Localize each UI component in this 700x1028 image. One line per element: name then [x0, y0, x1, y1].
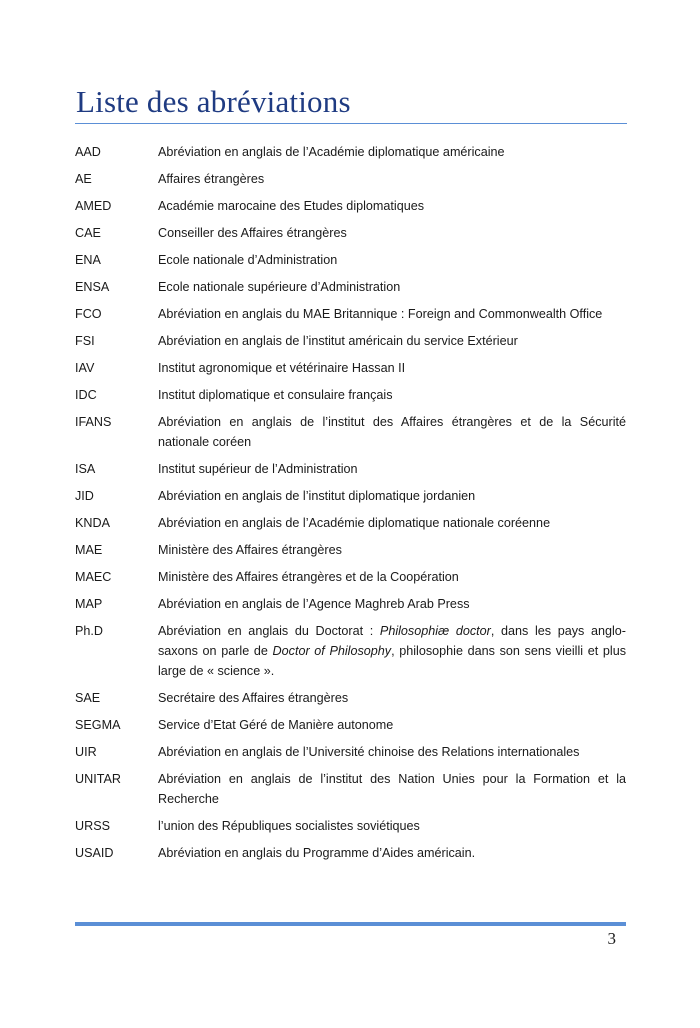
- abbreviation-definition: Institut diplomatique et consulaire français: [158, 388, 393, 402]
- abbreviation-code: MAE: [75, 543, 103, 557]
- abbreviation-definition: Abréviation en anglais de l’Agence Maghreb Arab Press: [158, 597, 470, 611]
- abbreviation-code: Ph.D: [75, 624, 103, 638]
- abbreviation-definition: Institut agronomique et vétérinaire Hassan II: [158, 361, 406, 375]
- abbreviation-definition: Institut supérieur de l’Administration: [158, 462, 358, 476]
- abbreviation-code: AE: [75, 172, 92, 186]
- abbreviation-definition: Abréviation en anglais de l’Académie diplomatique américaine: [158, 145, 505, 159]
- abbreviation-row-ensa: [75, 277, 626, 297]
- abbreviation-row-mae: [75, 540, 626, 560]
- abbreviation-definition: Affaires étrangères: [158, 172, 265, 186]
- abbreviation-code: SEGMA: [75, 718, 121, 732]
- abbreviation-definition: Ecole nationale d’Administration: [158, 253, 338, 267]
- abbreviation-row-usaid: [75, 843, 626, 863]
- abbreviation-definition: Abréviation en anglais du Programme d’Aides américain.: [158, 846, 476, 860]
- definition-italic-term: Doctor of Philosophy: [272, 644, 392, 658]
- abbreviation-definition: [158, 621, 626, 681]
- abbreviation-code: IFANS: [75, 415, 112, 429]
- abbreviation-row-maec: [75, 567, 626, 587]
- page-title: Liste des abréviations: [76, 84, 351, 119]
- abbreviation-definition: Service d’Etat Géré de Manière autonome: [158, 718, 394, 732]
- abbreviation-definition: Abréviation en anglais de l’institut diplomatique jordanien: [158, 489, 476, 503]
- abbreviation-row-jid: [75, 486, 626, 506]
- footer-rule: [75, 922, 626, 926]
- abbreviation-code: KNDA: [75, 516, 110, 530]
- abbreviation-row-map: [75, 594, 626, 614]
- definition-text: Abréviation en anglais du Doctorat :: [158, 624, 380, 638]
- abbreviation-code: UNITAR: [75, 772, 121, 786]
- abbreviation-code: JID: [75, 489, 94, 503]
- abbreviation-row-fco: [75, 304, 626, 324]
- abbreviation-definition: Abréviation en anglais de l’Académie diplomatique nationale coréenne: [158, 516, 551, 530]
- definition-text: , dans les pays anglo-saxons on parle de: [158, 624, 626, 658]
- abbreviation-row-sae: [75, 688, 626, 708]
- abbreviation-definition: Abréviation en anglais de l’institut des Nation Unies pour la Formation et la Recherche: [158, 772, 626, 806]
- abbreviation-definition: Ministère des Affaires étrangères et de la Coopération: [158, 570, 459, 584]
- definition-italic-term: Philosophiæ doctor: [379, 624, 491, 638]
- abbreviation-row-phd: [75, 621, 626, 681]
- abbreviation-code: ISA: [75, 462, 96, 476]
- abbreviation-definition: Académie marocaine des Etudes diplomatiques: [158, 199, 425, 213]
- abbreviation-row-urss: [75, 816, 626, 836]
- abbreviation-row-iav: [75, 358, 626, 378]
- abbreviation-code: AMED: [75, 199, 112, 213]
- definition-text: , philosophie dans son sens vieilli et plus large de « science ».: [158, 644, 626, 678]
- abbreviation-code: AAD: [75, 145, 101, 159]
- abbreviation-code: USAID: [75, 846, 114, 860]
- abbreviation-definition: Secrétaire des Affaires étrangères: [158, 691, 349, 705]
- abbreviation-list: [75, 142, 626, 870]
- abbreviation-definition: Abréviation en anglais du MAE Britannique : Foreign and Commonwealth Office: [158, 307, 603, 321]
- abbreviation-code: UIR: [75, 745, 97, 759]
- abbreviation-code: SAE: [75, 691, 101, 705]
- abbreviation-row-ifans: [75, 412, 626, 452]
- abbreviation-code: URSS: [75, 819, 110, 833]
- abbreviation-code: ENSA: [75, 280, 110, 294]
- abbreviation-row-unitar: [75, 769, 626, 809]
- abbreviation-row-amed: [75, 196, 626, 216]
- abbreviation-definition: Abréviation en anglais de l’institut américain du service Extérieur: [158, 334, 518, 348]
- abbreviation-definition: l’union des Républiques socialistes soviétiques: [158, 819, 420, 833]
- abbreviation-code: MAP: [75, 597, 103, 611]
- abbreviation-row-isa: [75, 459, 626, 479]
- abbreviation-code: FSI: [75, 334, 95, 348]
- page-number: 3: [607, 929, 616, 948]
- title-underline: [75, 123, 627, 124]
- abbreviation-code: IDC: [75, 388, 97, 402]
- abbreviation-definition: Ministère des Affaires étrangères: [158, 543, 342, 557]
- abbreviation-row-fsi: [75, 331, 626, 351]
- abbreviation-code: FCO: [75, 307, 102, 321]
- abbreviation-code: IAV: [75, 361, 95, 375]
- abbreviation-definition: Ecole nationale supérieure d’Administration: [158, 280, 401, 294]
- abbreviation-row-ae: [75, 169, 626, 189]
- abbreviation-row-cae: [75, 223, 626, 243]
- abbreviation-definition: Conseiller des Affaires étrangères: [158, 226, 347, 240]
- abbreviation-definition: Abréviation en anglais de l’Université chinoise des Relations internationales: [158, 745, 580, 759]
- abbreviation-row-ena: [75, 250, 626, 270]
- abbreviation-code: MAEC: [75, 570, 112, 584]
- abbreviation-row-idc: [75, 385, 626, 405]
- abbreviation-row-knda: [75, 513, 626, 533]
- abbreviation-code: ENA: [75, 253, 101, 267]
- abbreviation-definition: Abréviation en anglais de l’institut des Affaires étrangères et de la Sécurité nationale coréen: [158, 415, 626, 449]
- abbreviation-row-segma: [75, 715, 626, 735]
- abbreviation-row-aad: [75, 142, 626, 162]
- abbreviation-code: CAE: [75, 226, 101, 240]
- abbreviation-row-uir: [75, 742, 626, 762]
